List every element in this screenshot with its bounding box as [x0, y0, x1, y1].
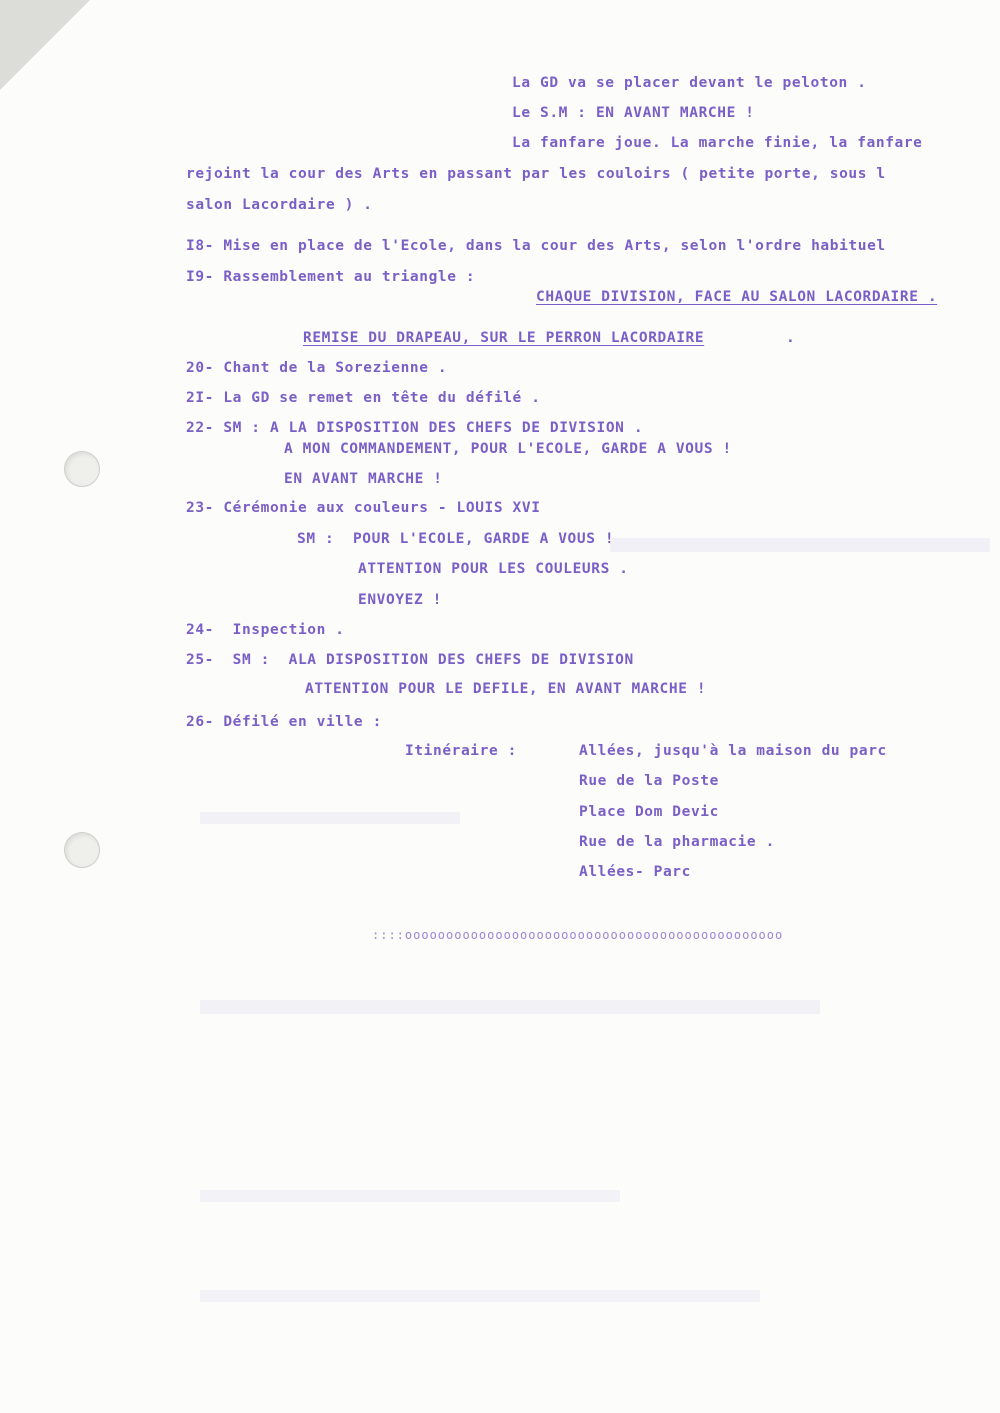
item-22-march: EN AVANT MARCHE !: [284, 471, 443, 487]
itinerary-stop: Allées, jusqu'à la maison du parc: [579, 743, 887, 759]
separator-line: ::::oooooooooooooooooooooooooooooooooooooooooooooo: [372, 928, 784, 942]
itinerary-stop: Allées- Parc: [579, 864, 691, 880]
itinerary-stop: Rue de la Poste: [579, 773, 719, 789]
item-23-command: SM : POUR L'ECOLE, GARDE A VOUS !: [297, 531, 615, 547]
item-18: I8- Mise en place de l'Ecole, dans la cour des Arts, selon l'ordre habituel: [186, 238, 886, 254]
text-line: rejoint la cour des Arts en passant par les couloirs ( petite porte, sous l: [186, 166, 886, 182]
bleed-through-mark: [200, 812, 460, 824]
item-24: 24- Inspection .: [186, 622, 345, 638]
flag-handover-heading: REMISE DU DRAPEAU, SUR LE PERRON LACORDAIRE: [303, 330, 705, 346]
item-20: 20- Chant de la Sorezienne .: [186, 360, 448, 376]
punch-hole-bottom: [64, 832, 100, 868]
bleed-through-mark: [200, 1290, 760, 1302]
item-23: 23- Cérémonie aux couleurs - LOUIS XVI: [186, 500, 541, 516]
item-25: 25- SM : ALA DISPOSITION DES CHEFS DE DIVISION: [186, 652, 634, 668]
item-23-send: ENVOYEZ !: [358, 592, 442, 608]
text-line: Le S.M : EN AVANT MARCHE !: [512, 105, 755, 121]
item-26: 26- Défilé en ville :: [186, 714, 382, 730]
itinerary-label: Itinéraire :: [405, 743, 517, 759]
bleed-through-mark: [610, 538, 990, 552]
item-19: I9- Rassemblement au triangle :: [186, 269, 476, 285]
text-line: La GD va se placer devant le peloton .: [512, 75, 867, 91]
item-21: 2I- La GD se remet en tête du défilé .: [186, 390, 541, 406]
heading-period: .: [786, 330, 796, 346]
text-line: salon Lacordaire ) .: [186, 197, 373, 213]
bleed-through-mark: [200, 1190, 620, 1202]
folded-corner: [0, 0, 90, 90]
text-line: La fanfare joue. La marche finie, la fanfare: [512, 135, 923, 151]
itinerary-stop: Place Dom Devic: [579, 804, 719, 820]
item-25-parade: ATTENTION POUR LE DEFILE, EN AVANT MARCHE !: [305, 681, 707, 697]
punch-hole-top: [64, 451, 100, 487]
bleed-through-mark: [200, 1000, 820, 1014]
itinerary-stop: Rue de la pharmacie .: [579, 834, 775, 850]
item-22-command: A MON COMMANDEMENT, POUR L'ECOLE, GARDE A VOUS !: [284, 441, 732, 457]
item-23-colors: ATTENTION POUR LES COULEURS .: [358, 561, 629, 577]
division-placement: CHAQUE DIVISION, FACE AU SALON LACORDAIRE .: [536, 289, 938, 305]
item-22: 22- SM : A LA DISPOSITION DES CHEFS DE DIVISION .: [186, 420, 644, 436]
